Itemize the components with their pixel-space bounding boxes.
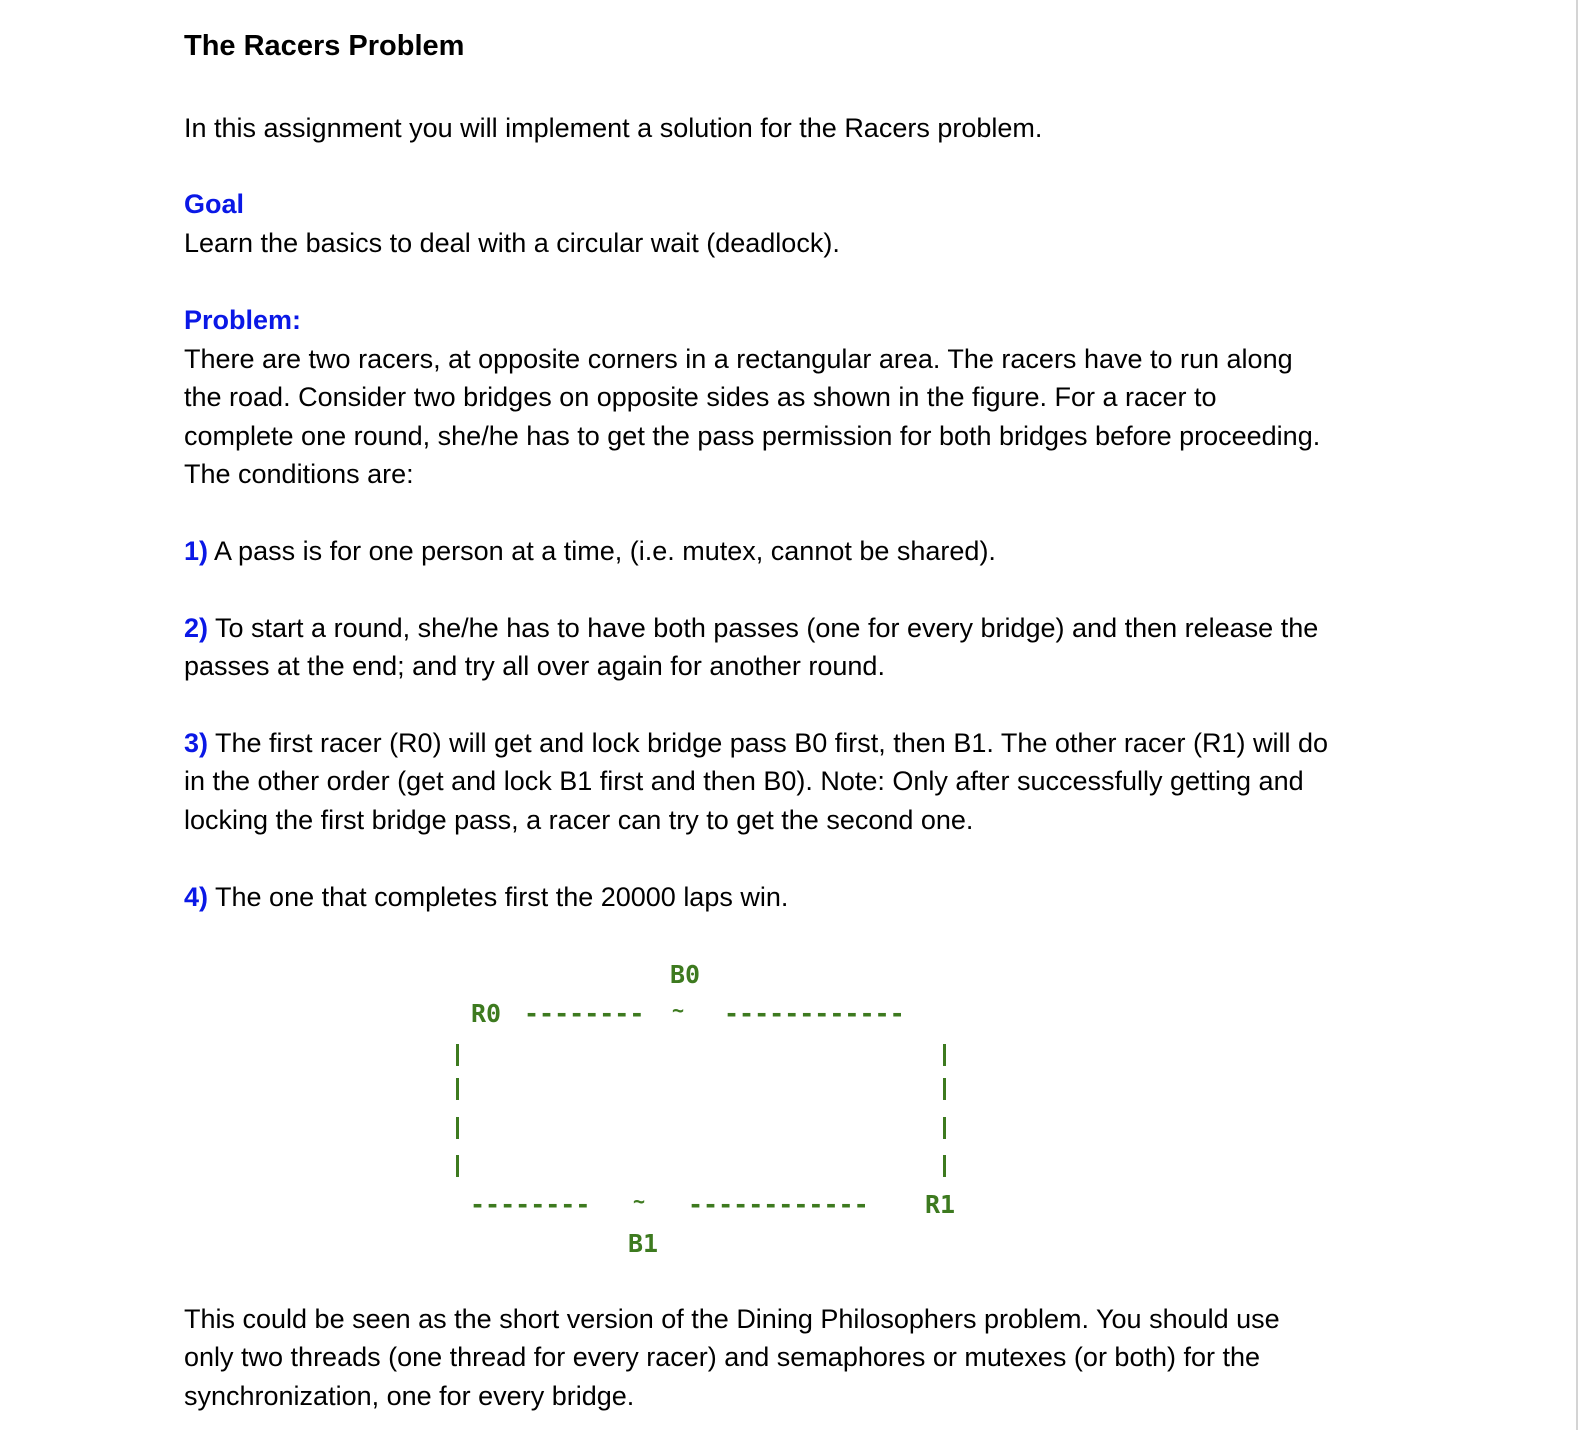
track-left-segment xyxy=(456,1155,459,1177)
track-right-segment xyxy=(943,1078,946,1100)
goal-heading: Goal xyxy=(184,189,245,219)
track-right-segment xyxy=(943,1155,946,1177)
condition-2-cont: passes at the end; and try all over again for another round. xyxy=(184,651,885,681)
condition-4 xyxy=(184,878,788,917)
racer-r0-label: R0 xyxy=(471,999,502,1028)
track-top-right: ------------ xyxy=(724,999,905,1028)
page-edge-divider xyxy=(1576,0,1578,1430)
racer-r1-label: R1 xyxy=(925,1190,956,1219)
bridge-b1-marker: ~ xyxy=(633,1189,646,1213)
track-right-segment xyxy=(943,1117,946,1139)
condition-1 xyxy=(184,532,996,571)
condition-text: A pass is for one person at a time, (i.e. mutex, cannot be shared). xyxy=(214,536,996,566)
condition-text: To start a round, she/he has to have both passes (one for every bridge) and then release the xyxy=(215,613,1319,643)
problem-heading: Problem: xyxy=(184,305,302,335)
condition-text: The one that completes first the 20000 laps win. xyxy=(215,882,789,912)
closing-line: only two threads (one thread for every racer) and semaphores or mutexes (or both) for the xyxy=(184,1342,1261,1372)
condition-3-cont: in the other order (get and lock B1 first and then B0). Note: Only after successfully getting and xyxy=(184,766,1304,796)
condition-number: 2) xyxy=(184,613,209,643)
intro-text: In this assignment you will implement a solution for the Racers problem. xyxy=(184,113,1043,143)
track-top-left: -------- xyxy=(524,999,645,1028)
track-bottom-left: -------- xyxy=(470,1190,591,1219)
condition-number: 1) xyxy=(184,536,209,566)
problem-line: The conditions are: xyxy=(184,459,414,489)
track-left-segment xyxy=(456,1078,459,1100)
track-left-segment xyxy=(456,1117,459,1139)
closing-line: synchronization, one for every bridge. xyxy=(184,1381,635,1411)
condition-text: The first racer (R0) will get and lock bridge pass B0 first, then B1. The other racer (R1) will do xyxy=(215,728,1328,758)
track-bottom-right: ------------ xyxy=(688,1190,869,1219)
track-left-segment xyxy=(456,1044,459,1066)
bridge-b0-marker: ~ xyxy=(672,998,685,1022)
problem-line: complete one round, she/he has to get the pass permission for both bridges before proceeding. xyxy=(184,421,1321,451)
condition-3-cont: locking the first bridge pass, a racer can try to get the second one. xyxy=(184,805,974,835)
goal-text: Learn the basics to deal with a circular wait (deadlock). xyxy=(184,228,840,258)
problem-line: the road. Consider two bridges on opposite sides as shown in the figure. For a racer to xyxy=(184,382,1217,412)
condition-2 xyxy=(184,609,1318,648)
condition-number: 3) xyxy=(184,728,209,758)
bridge-b1-label: B1 xyxy=(628,1229,659,1258)
closing-line: This could be seen as the short version of the Dining Philosophers problem. You should use xyxy=(184,1304,1280,1334)
problem-line: There are two racers, at opposite corners in a rectangular area. The racers have to run along xyxy=(184,344,1293,374)
page-title: The Racers Problem xyxy=(184,30,465,62)
condition-number: 4) xyxy=(184,882,209,912)
bridge-b0-label: B0 xyxy=(670,960,701,989)
track-right-segment xyxy=(943,1044,946,1066)
condition-3 xyxy=(184,724,1328,763)
